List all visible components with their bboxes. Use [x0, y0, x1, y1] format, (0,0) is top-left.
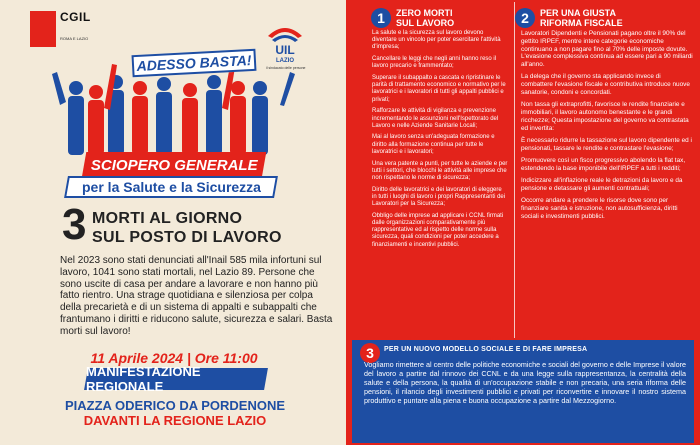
headline-line1: MORTI AL GIORNO [92, 210, 243, 227]
section1-text [372, 30, 508, 253]
section2-title-line2: RIFORMA FISCALE [540, 18, 623, 28]
section1-title [396, 8, 454, 28]
cgil-logo-icon [30, 11, 56, 47]
section2-number: 2 [515, 8, 535, 28]
section1-paragraph: Una vera patente a punti, per tutte le aziende e per tutti i settori, che blocchi le attività alle imprese che non rispettano le norme di sicurezza; [372, 160, 508, 181]
section1-title-line1: ZERO MORTI [396, 8, 453, 18]
adesso-basta-sign: ADESSO BASTA! [132, 49, 257, 77]
headline [92, 209, 282, 247]
section2-title [540, 8, 623, 28]
health-safety-banner [64, 176, 278, 198]
section2-text [521, 30, 693, 225]
strike-banner [82, 152, 267, 178]
section1-title-line2: SUL LAVORO [396, 18, 455, 28]
section3-box [352, 340, 694, 443]
section1-paragraph: Diritto delle lavoratrici e dei lavoratori di eleggere in tutti i luoghi di lavoro i propri Rappresentanti dei Lavoratori per la Sicurezza; [372, 186, 506, 208]
section3-number: 3 [360, 343, 380, 363]
section1-paragraph: Cancellare le leggi che negli anni hanno reso il lavoro precario e frammentato; [372, 56, 497, 70]
cgil-name: CGIL [60, 10, 91, 24]
section1-paragraph: Superare il subappalto a cascata e ripristinare le parità di trattamento economico e normativo per le lavoratrici e i lavoratori di tutti gli appalti pubblici e privati; [372, 75, 506, 103]
uil-subtitle: il sindacato delle persone [266, 66, 306, 70]
section1-paragraph: La salute e la sicurezza sul lavoro devono diventare un vincolo per poter esercitare l'attività d'impresa; [372, 30, 501, 51]
section2-paragraph: La delega che il governo sta applicando invece di combattere l'evasione fiscale e contributiva introduce nuove sanatorie, condoni e concordati. [521, 73, 690, 97]
strike-banner-text: SCIOPERO GENERALE [90, 156, 258, 174]
section1-number: 1 [371, 8, 391, 28]
event-title: MANIFESTAZIONE REGIONALE [86, 364, 201, 394]
event-place: PIAZZA ODERICO DA PORDENONE [64, 398, 286, 413]
headline-line2: SUL POSTO DI LAVORO [92, 229, 282, 246]
section2-paragraph: Indicizzare all'inflazione reale le detrazioni da lavoro e da pensione e detassare gli aumenti contrattuali; [521, 177, 683, 193]
section3-title: PER UN NUOVO MODELLO SOCIALE E DI FARE IMPRESA [384, 346, 588, 353]
intro-paragraph: Nel 2023 sono stati denunciati all'Inail 585 mila infortuni sul lavoro, 1041 sono stati mortali, nel Lazio 89. Persone che sono uscite di casa per andare a lavorare e non hanno più fatto rientro. Una strage quotidiana e silenziosa per colpa della precarietà e di un sistema di appalti e subappalti che frantumano i diritti e riducono salute, sicurezza e salari. Basta morti sul lavoro! [60, 255, 333, 337]
section2-title-line1: PER UNA GIUSTA [540, 8, 617, 18]
section1-paragraph: Mai al lavoro senza un'adeguata formazione e diritto alla formazione continua per tutte le lavoratrici e i lavoratori; [372, 134, 495, 155]
uil-region: LAZIO [276, 58, 294, 64]
event-place-detail: DAVANTI LA REGIONE LAZIO [83, 413, 267, 428]
uil-name: UIL [275, 43, 295, 57]
event-banner [84, 364, 268, 394]
section2-paragraph: Occorre andare a prendere le risorse dove sono per finanziare sanità e istruzione, non autosufficienza, diritti sociali e investimenti pubblici. [521, 197, 678, 220]
uil-logo-icon [264, 22, 306, 64]
section1-paragraph: Obbligo delle imprese ad applicare i CCNL firmati dalle organizzazioni comparativamente più rappresentative ed al rispetto delle norme sulla sicurezza, quali condizioni per poter accedere a finanziamenti e incentivi pubblici. [372, 212, 504, 248]
event-date: 11 Aprile 2024 | Ore 11:00 [90, 350, 258, 366]
health-safety-banner-text: per la Salute e la Sicurezza [81, 179, 261, 195]
left-panel [0, 0, 346, 445]
section2-paragraph: È necessario ridurre la tassazione sul lavoro dipendente ed i pensionati, tassare le rendite e contrastare l'evasione; [521, 137, 692, 152]
cgil-subtitle: ROMA E LAZIO [60, 36, 89, 41]
section3-text: Vogliamo rimettere al centro delle politiche economiche e sociali del governo e delle Imprese il valore del lavoro a partire dal rinnovo dei CCNL e da una legge sulla rappresentanza, la centralità della salute e della persona, la qualità di un'occupazione stabile e non precaria, una seria riforma delle pensioni, il rilancio degli investimenti pubblici e privati per riconvertire e innovare il nostro sistema produttivo e puntare alla piena e buona occupazione a partire dal Mezzogiorno. [364, 360, 686, 405]
section2-paragraph: Promuovere così un fisco progressivo abolendo la flat tax, estendendo la base imponibile dell'IRPEF a tutti i redditi; [521, 157, 686, 172]
section2-paragraph: Lavoratori Dipendenti e Pensionati pagano oltre il 90% del gettito IRPEF, mentre intere categorie economiche continuano a non pagare fino al 70% delle imposte dovute. L'evasione complessiva continua ad essere pari a 90 miliardi all'anno. [521, 30, 693, 69]
big-number: 3 [62, 200, 87, 249]
section2-paragraph: Non tassa gli extraprofitti, favorisce le rendite finanziarie e immobiliari, il lavoro autonomo benestante e le grandi ricchezze; Questa impostazione del governo va contrastata ed invertita: [521, 101, 689, 132]
column-divider [514, 2, 515, 338]
section1-paragraph: Rafforzare le attività di vigilanza e prevenzione incrementando le assunzioni nell'Ispettorato del Lavoro e nelle Aziende Sanitarie Locali; [372, 108, 499, 129]
